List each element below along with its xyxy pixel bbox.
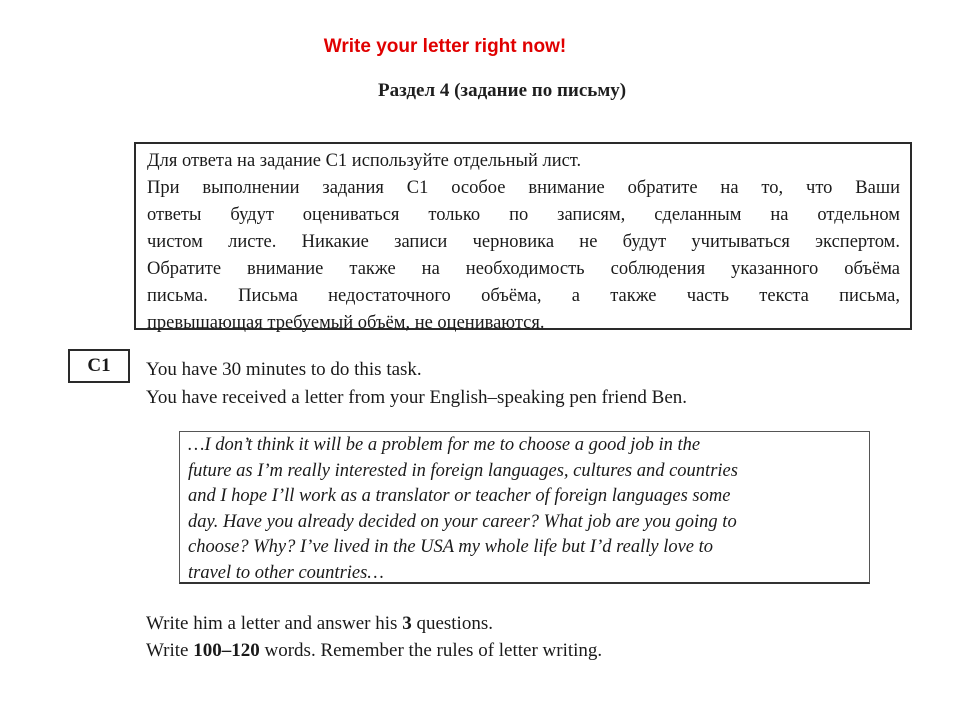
task-line: You have received a letter from your English–speaking pen friend Ben. xyxy=(146,387,687,408)
instruction-line: Обратите внимание также на необходимость соблюдения указанного объёма xyxy=(147,259,900,279)
footer-text-part: words. Remember the rules of letter writing. xyxy=(259,640,603,661)
letter-line: and I hope I’ll work as a translator or teacher of foreign languages some xyxy=(188,486,731,506)
word-count-range: 100–120 xyxy=(193,640,260,661)
task-description xyxy=(146,356,687,412)
task-code-label: C1 xyxy=(68,349,130,383)
instructions-box xyxy=(134,142,912,333)
letter-excerpt-box xyxy=(179,431,870,584)
question-count: 3 xyxy=(402,613,412,634)
instruction-line: ответы будут оцениваться только по записям, сделанным на отдельном xyxy=(147,205,900,225)
instruction-line: чистом листе. Никакие записи черновика не будут учитываться экспертом. xyxy=(147,232,900,252)
instruction-line: При выполнении задания С1 особое внимание обратите на то, что Ваши xyxy=(147,178,900,198)
footer-text-part: Write xyxy=(146,640,194,661)
task-instructions-footer xyxy=(146,610,602,664)
instruction-line: письма. Письма недостаточного объёма, а также часть текста письма, xyxy=(147,286,900,306)
section-title: Раздел 4 (задание по письму) xyxy=(378,80,627,101)
footer-line-questions xyxy=(146,610,602,637)
letter-line: day. Have you already decided on your career? What job are you going to xyxy=(188,511,737,532)
footer-text-part: Write him a letter and answer his xyxy=(146,613,403,634)
footer-line-words xyxy=(146,637,602,664)
letter-line: …I don’t think it will be a problem for me to choose a good job in the xyxy=(188,435,701,455)
letter-line: travel to other countries… xyxy=(188,562,384,583)
letter-line: future as I’m really interested in foreign languages, cultures and countries xyxy=(188,460,738,481)
task-line: You have 30 minutes to do this task. xyxy=(146,359,422,380)
footer-text-part: questions. xyxy=(411,613,493,634)
instruction-line: Для ответа на задание С1 используйте отдельный лист. xyxy=(147,151,582,171)
letter-line: choose? Why? I’ve lived in the USA my whole life but I’d really love to xyxy=(188,537,714,557)
banner-heading: Write your letter right now! xyxy=(323,36,567,57)
instruction-line: превышающая требуемый объём, не оцениваются. xyxy=(147,313,545,333)
